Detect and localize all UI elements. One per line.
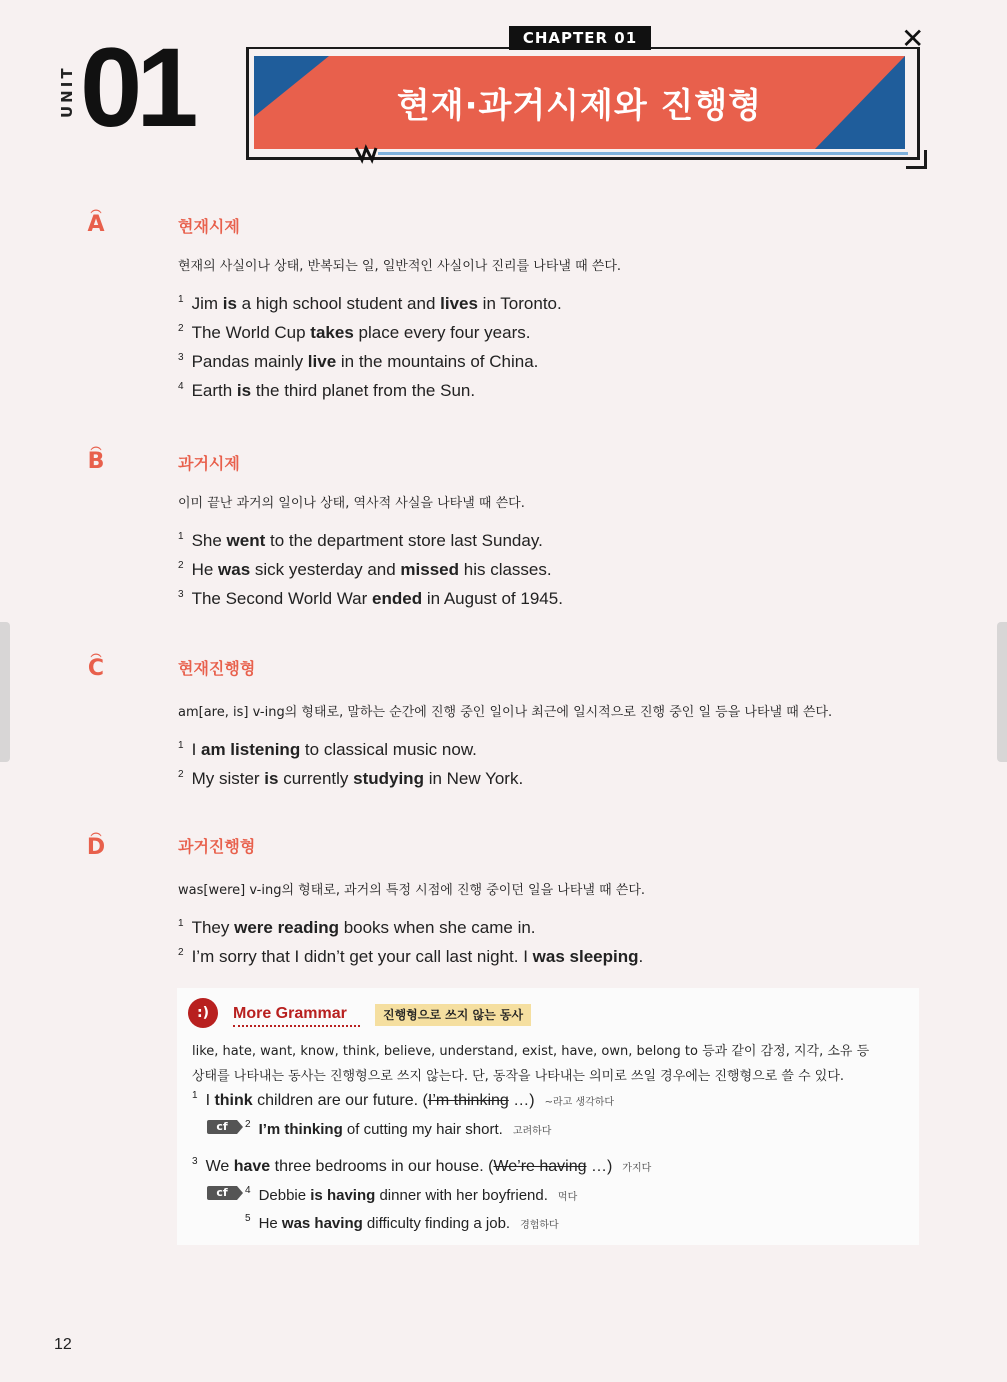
example-b-2: $^2$ He was sick yesterday and missed his classes. [178, 560, 552, 579]
example-a-1: $^1$ Jim is a high school student and lives in Toronto. [178, 294, 562, 313]
mg-example-3: $^3$ We have three bedrooms in our house. (We’re having …) 가지다 [192, 1156, 652, 1175]
chapter-tag: CHAPTER 01 [509, 26, 651, 50]
section-letter-d: ︵ D [84, 827, 108, 860]
more-grammar-text-1: like, hate, want, know, think, believe, understand, exist, have, own, belong to 등과 같이 감정, 지각, 소유 등 [192, 1044, 870, 1059]
page-edge-left [0, 622, 10, 762]
unit-label-text: UNIT [58, 65, 76, 118]
section-letter-a: ︵ A [84, 204, 108, 237]
page-edge-right [997, 622, 1007, 762]
zigzag-icon [354, 144, 378, 164]
example-b-1: $^1$ She went to the department store last Sunday. [178, 531, 543, 550]
example-d-1: $^1$ They were reading books when she came in. [178, 918, 536, 937]
unit-label [56, 60, 76, 120]
cf-badge: cf [207, 1186, 237, 1200]
signal-icon: ︵ [90, 646, 102, 659]
chapter-title: 현재·과거시제와 진행형 [396, 86, 763, 126]
mg-example-5: $^5$ He was having difficulty finding a job. 경험하다 [245, 1213, 559, 1232]
more-grammar-underline [233, 1025, 360, 1027]
signal-icon: ︵ [90, 825, 102, 838]
example-a-2: $^2$ The World Cup takes place every four years. [178, 323, 531, 342]
mg-example-2: $^2$ I’m thinking of cutting my hair short. 고려하다 [245, 1119, 552, 1138]
more-grammar-tag: 진행형으로 쓰지 않는 동사 [375, 1004, 531, 1026]
section-desc-b: 이미 끝난 과거의 일이나 상태, 역사적 사실을 나타낼 때 쓴다. [178, 496, 525, 511]
mg-example-4: $^4$ Debbie is having dinner with her boyfriend. 먹다 [245, 1185, 578, 1204]
section-desc-d: was[were] v-ing의 형태로, 과거의 특정 시점에 진행 중이던 일을 나타낼 때 쓴다. [178, 883, 646, 898]
section-letter-c: ︵ C [84, 648, 108, 681]
section-desc-c: am[are, is] v-ing의 형태로, 말하는 순간에 진행 중인 일이나 최근에 일시적으로 진행 중인 일 등을 나타낼 때 쓴다. [178, 705, 833, 720]
title-banner [254, 56, 905, 149]
example-a-3: $^3$ Pandas mainly live in the mountains of China. [178, 352, 539, 371]
banner-corner [906, 150, 927, 169]
section-title-b: 과거시제 [178, 454, 240, 473]
close-icon: ✕ [901, 22, 925, 55]
signal-icon: ︵ [90, 439, 102, 452]
more-grammar-title: More Grammar [233, 1005, 347, 1022]
page-number: 12 [54, 1336, 72, 1353]
signal-icon: ︵ [90, 202, 102, 215]
example-c-2: $^2$ My sister is currently studying in New York. [178, 769, 524, 788]
section-desc-a: 현재의 사실이나 상태, 반복되는 일, 일반적인 사실이나 진리를 나타낼 때 쓴다. [178, 259, 622, 274]
example-c-1: $^1$ I am listening to classical music now. [178, 740, 477, 759]
smiley-icon: :) [188, 998, 218, 1028]
section-title-c: 현재진행형 [178, 659, 256, 678]
mg-example-1: $^1$ I think children are our future. (I’m thinking …) ~라고 생각하다 [192, 1090, 615, 1109]
example-a-4: $^4$ Earth is the third planet from the Sun. [178, 381, 476, 400]
section-title-a: 현재시제 [178, 217, 240, 236]
section-letter-b: ︵ B [84, 441, 108, 474]
example-d-2: $^2$ I’m sorry that I didn’t get your call last night. I was sleeping. [178, 947, 644, 966]
banner-underline [378, 152, 908, 155]
section-title-d: 과거진행형 [178, 837, 256, 856]
example-b-3: $^3$ The Second World War ended in August of 1945. [178, 589, 563, 608]
cf-badge: cf [207, 1120, 237, 1134]
more-grammar-text-2: 상태를 나타내는 동사는 진행형으로 쓰지 않는다. 단, 동작을 나타내는 의미로 쓰일 경우에는 진행형으로 쓸 수 있다. [192, 1069, 845, 1084]
unit-number: 01 [80, 25, 193, 150]
